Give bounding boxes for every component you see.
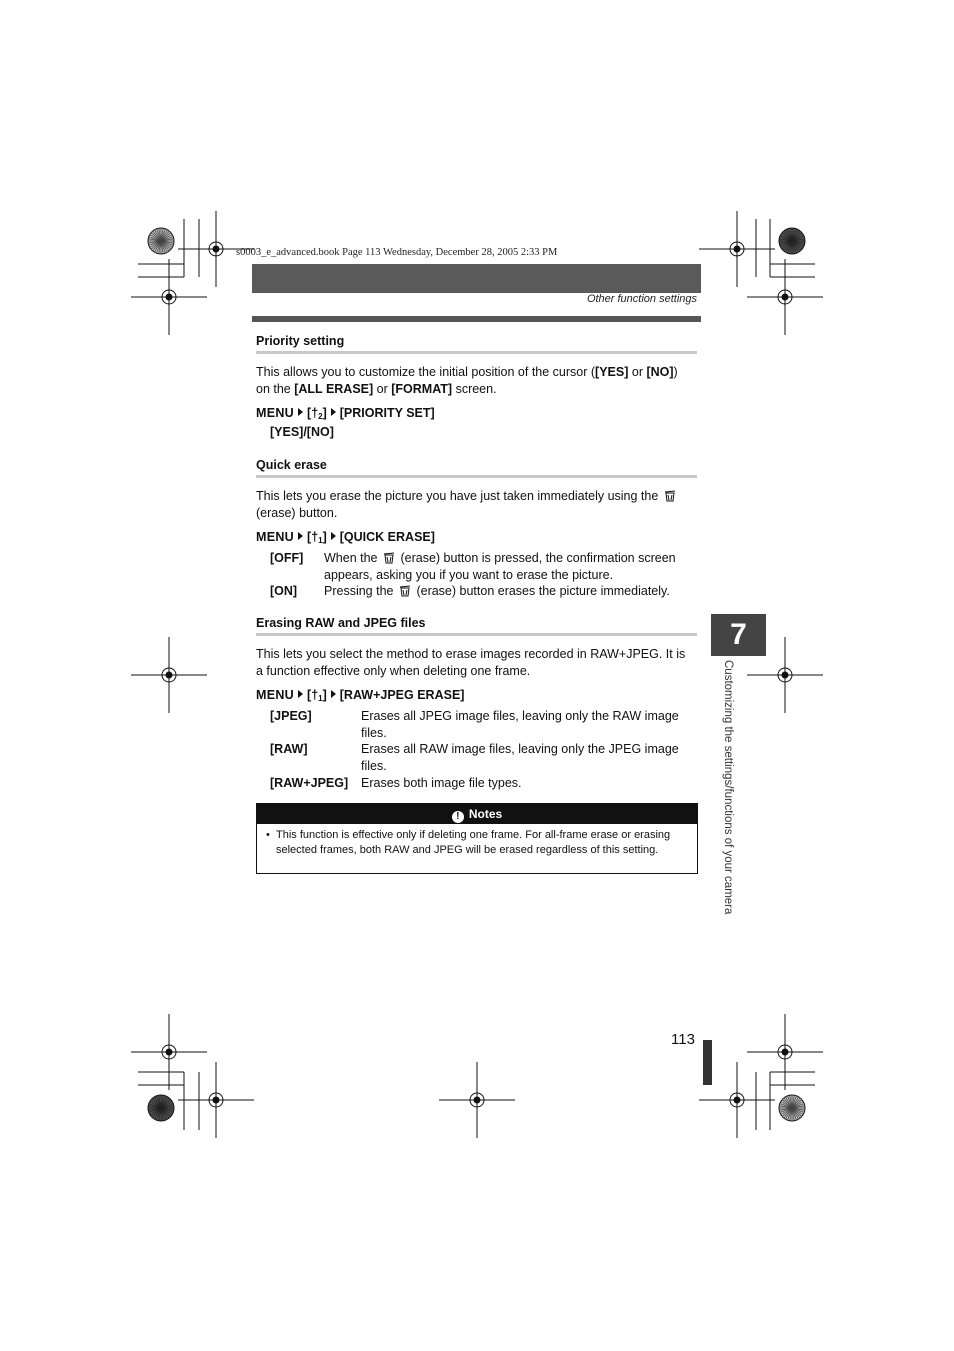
trash-erase-icon xyxy=(383,551,395,564)
section-rule xyxy=(256,351,697,354)
warning-icon: ! xyxy=(452,811,464,823)
chapter-number-tab: 7 xyxy=(711,614,766,656)
starburst-mark xyxy=(779,1095,805,1121)
option-key-off: [OFF] xyxy=(270,551,304,565)
triangle-right-icon xyxy=(298,690,303,698)
section-title-raw-jpeg: Erasing RAW and JPEG files xyxy=(256,616,426,630)
triangle-right-icon xyxy=(298,532,303,540)
custom-menu-tab-icon: $[\dagger_2]$ xyxy=(307,406,327,421)
header-divider xyxy=(252,316,701,322)
priority-options: [YES]/[NO] xyxy=(270,425,334,439)
section-title-priority: Priority setting xyxy=(256,334,345,348)
priority-description: This allows you to customize the initial position of the cursor ([YES] or [NO]) on the [ALL ERASE] or [FORMAT] screen. xyxy=(256,365,678,396)
crosshair-mark xyxy=(178,1062,254,1138)
bullet: • xyxy=(266,829,270,841)
menu-path-priority: MENU $[\dagger_2]$ [PRIORITY SET] xyxy=(256,406,435,421)
option-key-on: [ON] xyxy=(270,584,298,598)
option-key-jpeg: [JPEG] xyxy=(270,709,312,723)
trash-erase-icon xyxy=(399,584,411,597)
crosshair-mark xyxy=(131,637,207,713)
notes-header: ! Notes xyxy=(257,804,697,824)
menu-path-raw-jpeg: MENU $[\dagger_1]$ [RAW+JPEG ERASE] xyxy=(256,688,465,703)
crosshair-mark xyxy=(747,259,823,335)
section-title-quick-erase: Quick erase xyxy=(256,458,327,472)
option-desc-on: Pressing the (erase) button erases the picture immediately. xyxy=(324,584,670,598)
custom-menu-tab-icon: $[\dagger_1]$ xyxy=(307,530,327,545)
print-info-line: s0003_e_advanced.book Page 113 Wednesday, December 28, 2005 2:33 PM xyxy=(236,247,558,258)
triangle-right-icon xyxy=(331,408,336,416)
header-band xyxy=(252,264,701,293)
option-key-raw: [RAW] xyxy=(270,742,308,756)
triangle-right-icon xyxy=(331,690,336,698)
triangle-right-icon xyxy=(298,408,303,416)
quick-erase-description: This lets you erase the picture you have just taken immediately using the (erase) button. xyxy=(256,488,697,521)
crosshair-mark xyxy=(439,1062,515,1138)
page-number-bar xyxy=(703,1040,712,1085)
option-desc-jpeg: Erases all JPEG image files, leaving only the RAW image files. xyxy=(361,709,679,740)
page-number: 113 xyxy=(671,1031,695,1048)
option-desc-off: When the (erase) button is pressed, the confirmation screen appears, asking you if you want to erase the picture. xyxy=(324,551,676,582)
option-desc-raw: Erases all RAW image files, leaving only the JPEG image files. xyxy=(361,742,679,773)
crosshair-mark xyxy=(747,1014,823,1090)
starburst-mark xyxy=(779,228,805,254)
crosshair-mark xyxy=(699,211,775,287)
crosshair-mark xyxy=(131,1014,207,1090)
starburst-mark xyxy=(148,1095,174,1121)
raw-jpeg-description: This lets you select the method to erase images recorded in RAW+JPEG. It is a function effective only when deleting one frame. xyxy=(256,647,686,678)
crosshair-mark xyxy=(131,259,207,335)
option-desc-raw-jpeg: Erases both image file types. xyxy=(361,776,522,790)
notes-box xyxy=(256,803,698,874)
custom-menu-tab-icon: $[\dagger_1]$ xyxy=(307,688,327,703)
section-rule xyxy=(256,475,697,478)
starburst-mark xyxy=(148,228,174,254)
trash-erase-icon xyxy=(664,489,676,502)
menu-path-quick-erase: MENU $[\dagger_1]$ [QUICK ERASE] xyxy=(256,530,435,545)
running-head: Other function settings xyxy=(586,293,697,305)
chapter-side-title: Customizing the settings/functions of your camera xyxy=(722,660,734,915)
option-key-raw-jpeg: [RAW+JPEG] xyxy=(270,776,349,790)
triangle-right-icon xyxy=(331,532,336,540)
notes-text: This function is effective only if deleting one frame. For all-frame erase or erasing selected frames, both RAW and JPEG will be erased regardless of this setting. xyxy=(276,829,671,856)
section-rule xyxy=(256,633,697,636)
